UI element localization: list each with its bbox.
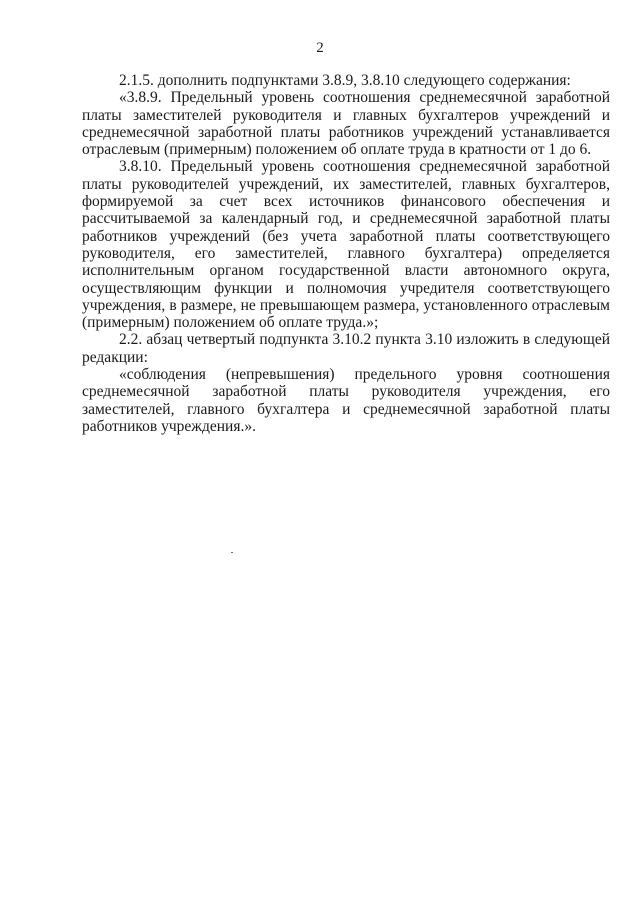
paragraph-3-8-10: 3.8.10. Предельный уровень соотношения среднемесячной заработной платы руководителей учреждений, их заместителей, главных бухгалтеров, формируемой за счет всех источников финансового обеспечения и рассчитываемой за календарный год, и среднемесячной заработной платы работников учреждений (без учета заработной платы соответствующего руководителя, его заместителей, главного бухгалтера) определяется исполнительным органом государственной власти автономного округа, осуществляющим функции и полномочия учредителя соответствующего учреждения, в размере, не превышающем размера, установленного отраслевым (примерным) положением об оплате труда.»; <box>82 158 610 332</box>
paragraph-2-2: 2.2. абзац четвертый подпункта 3.10.2 пункта 3.10 изложить в следующей редакции: <box>82 331 610 366</box>
paragraph-2-1-5: 2.1.5. дополнить подпунктами 3.8.9, 3.8.10 следующего содержания: <box>119 72 571 89</box>
page-number: 2 <box>316 40 324 56</box>
document-body <box>82 72 610 435</box>
paragraph-3-8-9: «3.8.9. Предельный уровень соотношения среднемесячной заработной платы заместителей руководителя и главных бухгалтеров учреждений и среднемесячной заработной платы работников учреждений устанавливается отраслевым (примерным) положением об оплате труда в кратности от 1 до 6. <box>82 89 610 159</box>
paragraph-new-wording: «соблюдения (непревышения) предельного уровня соотношения среднемесячной заработной платы руководителя учреждения, его заместителей, главного бухгалтера и среднемесячной заработной платы работников учреждения.». <box>82 366 610 435</box>
scan-speck <box>231 552 233 553</box>
